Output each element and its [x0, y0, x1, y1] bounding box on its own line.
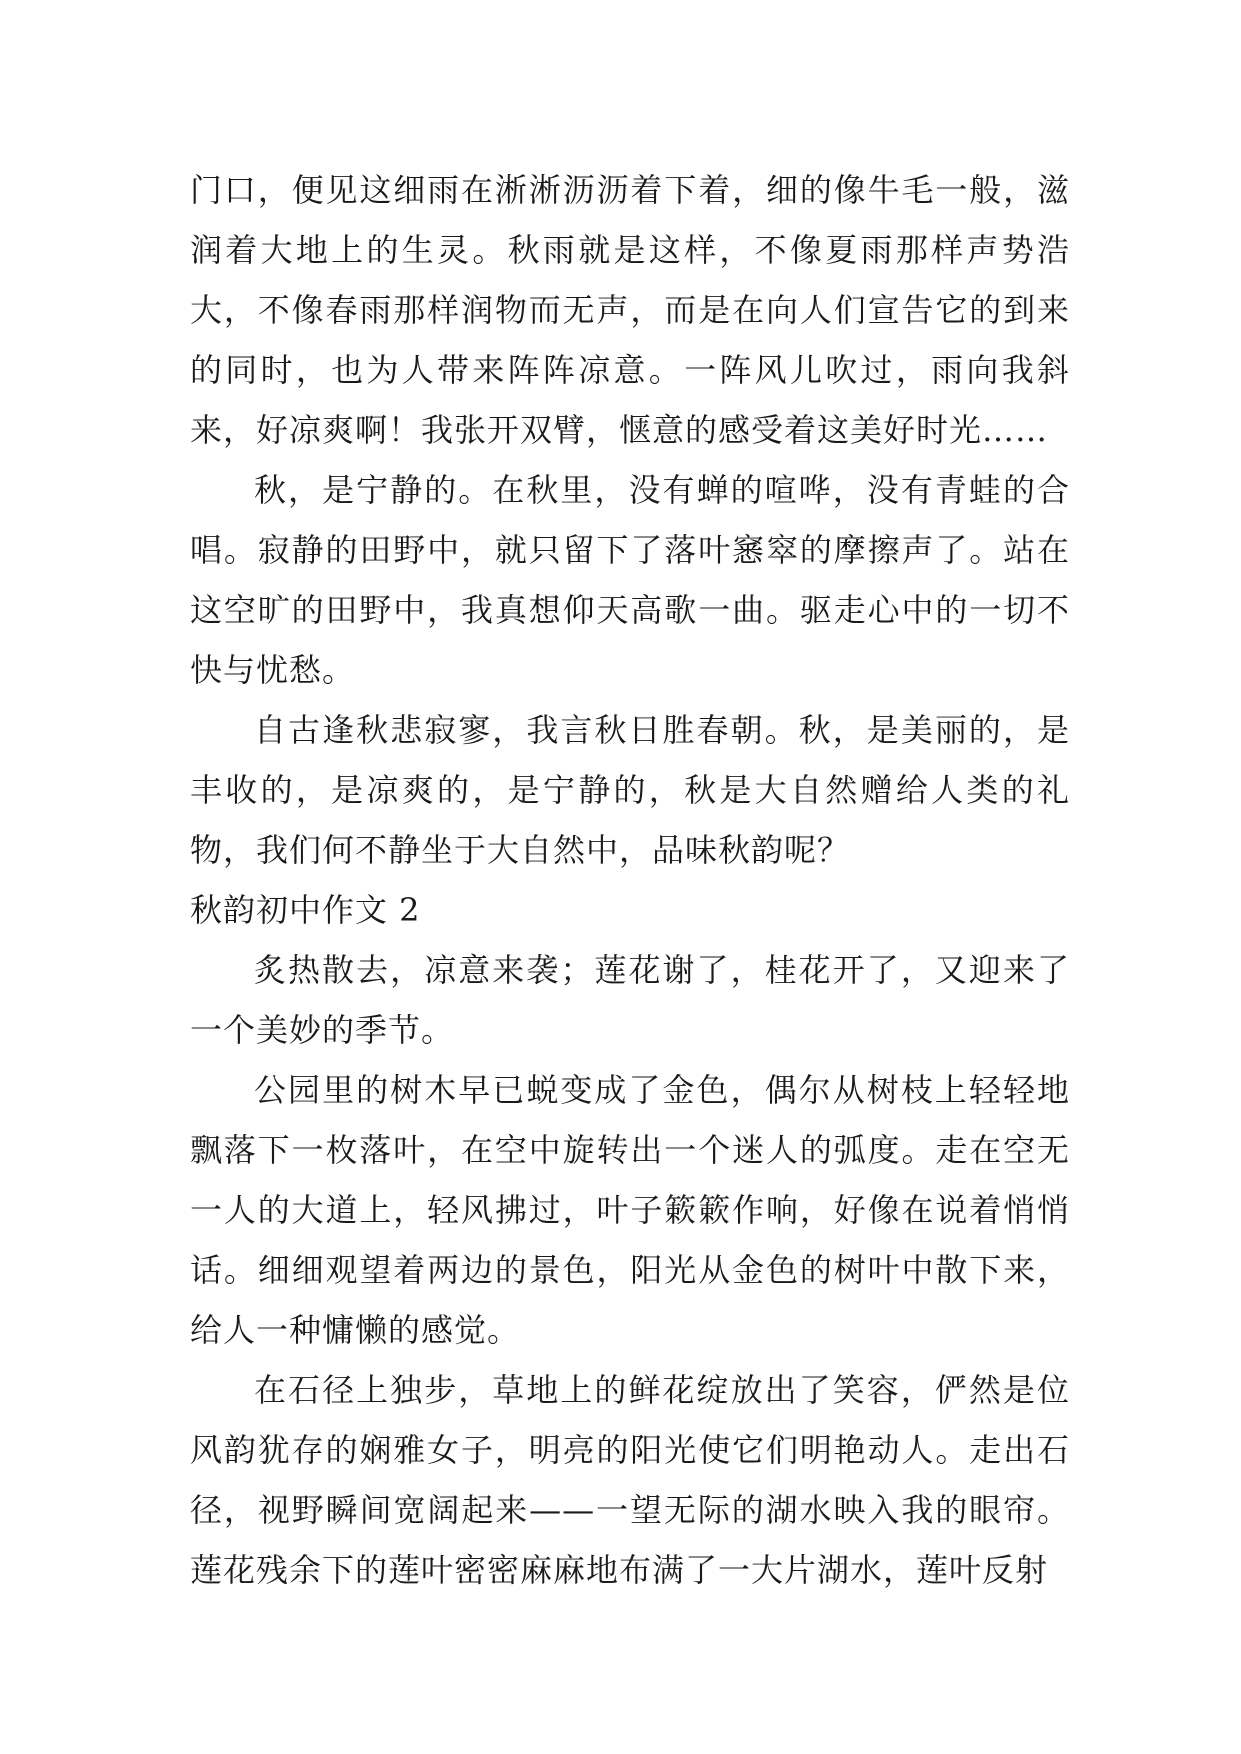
paragraph-park: 公园里的树木早已蜕变成了金色，偶尔从树枝上轻轻地飘落下一枚落叶，在空中旋转出一个迷人的弧度。走在空无一人的大道上，轻风拂过，叶子簌簌作响，好像在说着悄悄话。细细观望着两边的景色，阳光从金色的树叶中散下来，给人一种慵懒的感觉。 — [190, 1071, 1070, 1349]
document-body — [190, 160, 1070, 1600]
paragraph-path: 在石径上独步，草地上的鲜花绽放出了笑容，俨然是位风韵犹存的娴雅女子，明亮的阳光使它们明艳动人。走出石径，视野瞬间宽阔起来——一望无际的湖水映入我的眼帘。莲花残余下的莲叶密密麻麻地布满了一大片湖水，莲叶反射 — [190, 1371, 1070, 1589]
paragraph-rain: 门口，便见这细雨在淅淅沥沥着下着，细的像牛毛一般，滋润着大地上的生灵。秋雨就是这样，不像夏雨那样声势浩大，不像春雨那样润物而无声，而是在向人们宣告它的到来的同时，也为人带来阵阵凉意。一阵风儿吹过，雨向我斜来，好凉爽啊！我张开双臂，惬意的感受着这美好时光…… — [190, 171, 1070, 449]
paragraph-conclusion: 自古逢秋悲寂寥，我言秋日胜春朝。秋，是美丽的，是丰收的，是凉爽的，是宁静的，秋是大自然赠给人类的礼物，我们何不静坐于大自然中，品味秋韵呢？ — [190, 711, 1070, 869]
section-heading: 秋韵初中作文 2 — [190, 891, 421, 929]
paragraph-quiet: 秋，是宁静的。在秋里，没有蝉的喧哗，没有青蛙的合唱。寂静的田野中，就只留下了落叶窸窣的摩擦声了。站在这空旷的田野中，我真想仰天高歌一曲。驱走心中的一切不快与忧愁。 — [190, 471, 1070, 689]
paragraph-intro: 炙热散去，凉意来袭；莲花谢了，桂花开了，又迎来了一个美妙的季节。 — [190, 951, 1070, 1049]
